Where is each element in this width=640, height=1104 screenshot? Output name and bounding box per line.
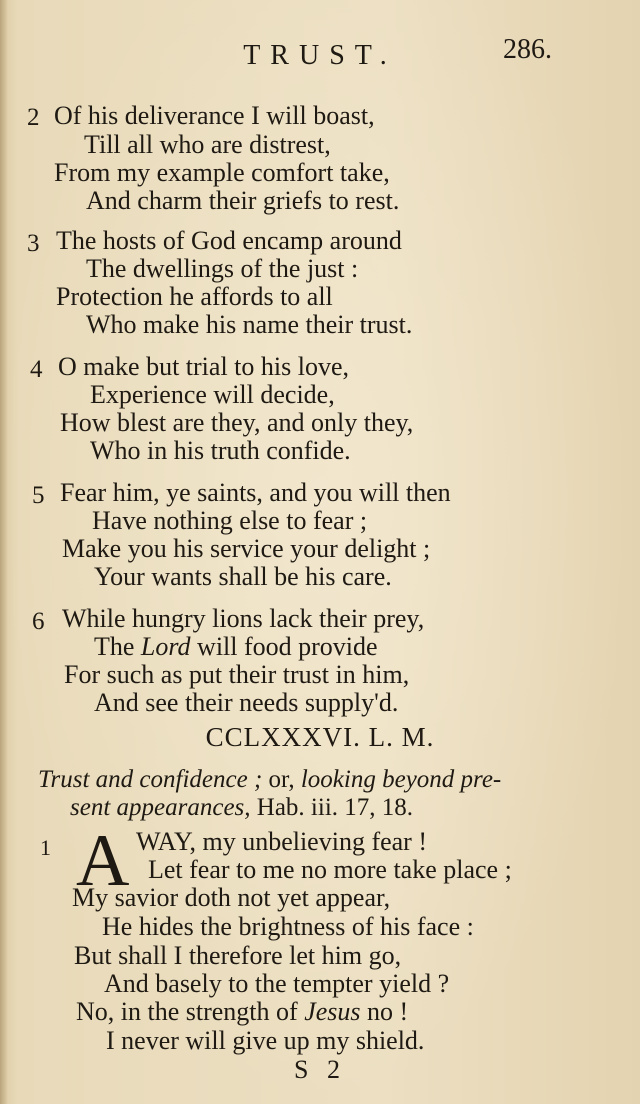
emphasized-word: Lord bbox=[140, 632, 191, 661]
verse-word: will food provide bbox=[197, 632, 378, 661]
page-number: 286. bbox=[503, 34, 552, 65]
verse-line: Who make his name their trust. bbox=[86, 310, 413, 339]
verse-number: 4 bbox=[30, 356, 43, 383]
subtitle-roman: or, bbox=[262, 766, 301, 793]
verse-line: How blest are they, and only they, bbox=[60, 408, 414, 437]
verse-line: Till all who are distrest, bbox=[84, 130, 331, 159]
verse-word: no ! bbox=[367, 997, 409, 1026]
hymn-subtitle-line-1 bbox=[38, 766, 501, 794]
subtitle-italic: Trust and confidence ; bbox=[38, 766, 263, 793]
verse-number: 5 bbox=[32, 482, 45, 509]
subtitle-italic: sent appearances, bbox=[70, 794, 251, 821]
verse-line: O make but trial to his love, bbox=[58, 352, 350, 381]
verse-line bbox=[94, 633, 378, 661]
verse-line: Have nothing else to fear ; bbox=[92, 506, 368, 535]
verse-line: And charm their griefs to rest. bbox=[86, 186, 400, 215]
verse-line: For such as put their trust in him, bbox=[64, 660, 410, 689]
verse-line: Protection he affords to all bbox=[56, 282, 333, 311]
verse-number: 3 bbox=[27, 230, 40, 257]
verse-line: Fear him, ye saints, and you will then bbox=[60, 478, 451, 507]
verse-line: Make you his service your delight ; bbox=[62, 534, 431, 563]
verse-word: No, in the strength of bbox=[76, 997, 298, 1026]
verse-line: But shall I therefore let him go, bbox=[74, 941, 402, 970]
verse-line: WAY, my unbelieving fear ! bbox=[136, 827, 428, 856]
verse-line: Experience will decide, bbox=[90, 380, 335, 409]
verse-line: The dwellings of the just : bbox=[86, 254, 359, 283]
emphasized-word: Jesus bbox=[304, 997, 361, 1026]
verse-number: 1 bbox=[40, 835, 51, 860]
drop-cap: A bbox=[76, 820, 130, 902]
hymn-heading: CCLXXXVI. L. M. bbox=[205, 722, 435, 752]
verse-line: Let fear to me no more take place ; bbox=[148, 855, 512, 884]
verse-line: And see their needs supply'd. bbox=[94, 688, 399, 717]
verse-line: My savior doth not yet appear, bbox=[72, 883, 391, 912]
running-head: TRUST. bbox=[243, 40, 397, 71]
verse-line: While hungry lions lack their prey, bbox=[62, 604, 425, 633]
signature-mark: S 2 bbox=[294, 1055, 346, 1084]
verse-line: He hides the brightness of his face : bbox=[102, 912, 474, 941]
verse-line: Of his deliverance I will boast, bbox=[54, 101, 375, 130]
verse-line bbox=[76, 998, 408, 1026]
verse-line: Your wants shall be his care. bbox=[94, 562, 392, 591]
hymn-subtitle-line-2 bbox=[70, 794, 413, 822]
verse-number: 2 bbox=[27, 104, 40, 131]
verse-line: From my example comfort take, bbox=[54, 158, 390, 187]
verse-line: And basely to the tempter yield ? bbox=[104, 969, 450, 998]
verse-line: The hosts of God encamp around bbox=[56, 226, 402, 255]
verse-line: Who in his truth confide. bbox=[90, 436, 351, 465]
scripture-reference: Hab. iii. 17, 18. bbox=[250, 794, 414, 821]
verse-line: I never will give up my shield. bbox=[106, 1026, 425, 1055]
verse-number: 6 bbox=[32, 608, 45, 635]
subtitle-italic: looking beyond pre- bbox=[300, 766, 502, 793]
verse-word: The bbox=[94, 632, 135, 661]
